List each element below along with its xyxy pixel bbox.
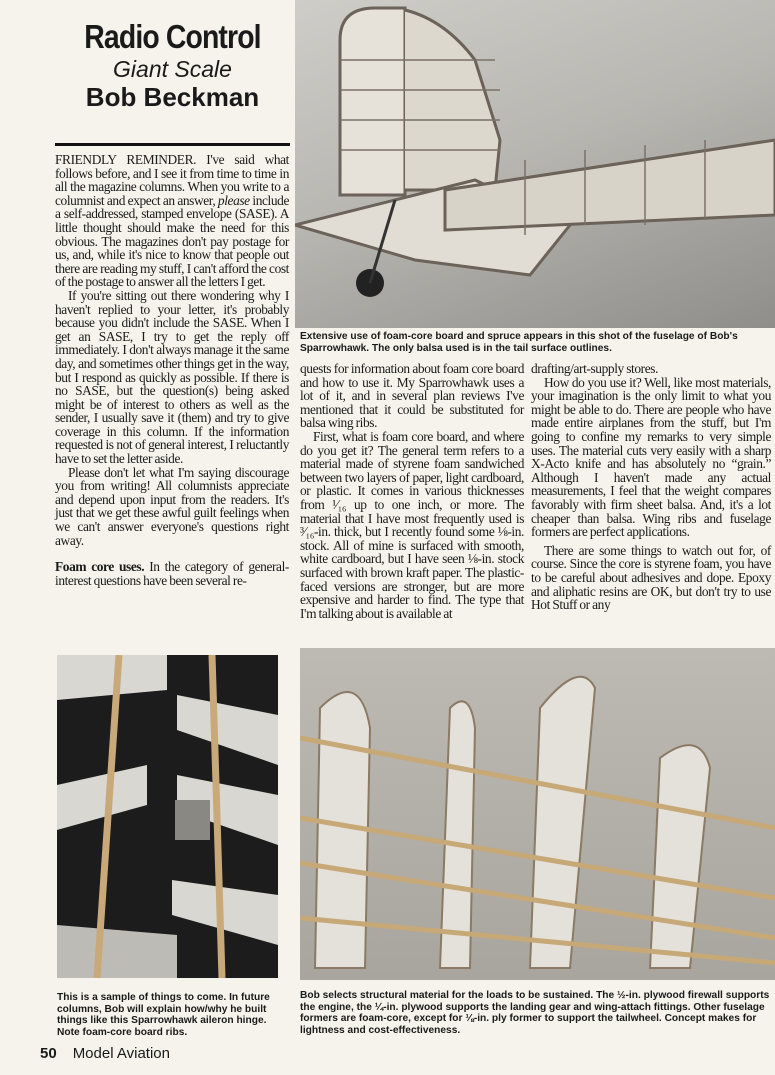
paragraph: There are some things to watch out for, of course. Since the core is styrene foam, you have to be careful about adhesives and dope. Epoxy and aliphatic resins are OK, but don't try to use Hot Stuff or any <box>531 542 771 613</box>
text: I've said what follows before, and I see it from time to time in all the magazine columns. When you write to a columnist and expect an answer, <box>55 152 290 208</box>
page-footer <box>40 1045 170 1062</box>
paragraph: drafting/art-supply stores. <box>531 361 659 376</box>
column-title: Radio Control <box>84 18 261 55</box>
aileron-hinge-photo <box>57 655 278 978</box>
page-number: 50 <box>40 1045 57 1062</box>
fuselage-illustration <box>295 0 775 328</box>
paragraph: quests for information about foam core board and how to use it. My Sparrowhawk uses a lot of it, and in several plan reviews I've mentioned that it could be substituted for balsa wing ribs. <box>300 361 524 431</box>
paragraph: Please don't let what I'm saying discourage you from writing! All columnists appreciate and depend upon input from the readers. It's just that we get these awful guilt feelings when we can't answer everyone's questions right away. <box>55 464 289 548</box>
top-photo-caption: Extensive use of foam-core board and spruce appears in this shot of the fuselage of Bob's Sparrowhawk. The only balsa used is in the tail surface outlines. <box>300 331 738 354</box>
paragraph: First, what is foam core board, and where do you get it? The general term refers to a material made of styrene foam sandwiched between two layers of paper, light cardboard, or plastic. It comes in various thicknesses from ¹⁄₁₆ up to one inch, or more. The material that I have most frequently used is ³⁄₁₆-in. thick, but I recently found some ⅛-in. stock. All of mine is surfaced with smooth, white cardboard, but I have seen ⅛-in. stock surfaced with brown kraft paper. The plastic-faced versions are stronger, but are more expensive and harder to find. The type that I'm talking about is available at <box>300 428 524 621</box>
subhead: Foam core uses. <box>55 559 145 575</box>
fuselage-formers-illustration <box>300 648 775 980</box>
fuselage-photo <box>295 0 775 328</box>
lead-in: FRIENDLY REMINDER. <box>55 152 197 167</box>
article-column-1 <box>55 153 289 587</box>
article-column-3 <box>531 362 771 612</box>
article-column-2 <box>300 362 524 620</box>
paragraph: How do you use it? Well, like most materials, your imagination is the only limit to what you might be able to do. There are people who have made entire airplanes from the stuff, but I'm going to confine my remarks to very simple uses. The material cuts very easily with a sharp X-Acto knife and has absolutely no “grain.” Although I haven't made any actual measurements, I feel that the weight compares favorably with firm sheet balsa. And, it's a lot cheaper than balsa. Wing ribs and fuselage formers are perfect applications. <box>531 374 771 540</box>
bottom-right-caption: Bob selects structural material for the loads to be sustained. The ½-in. plywood firewall supports the engine, the ¼-in. plywood supports the landing gear and wing-attach fittings. Other fuselage formers are foam-core, except for ⅛-in. ply former to support the tailwheel. Concept makes for lightness and cost-effectiveness. <box>300 990 770 1036</box>
author-name: Bob Beckman <box>85 82 260 112</box>
paragraph: If you're sitting out there wondering why I haven't replied to your letter, it's probably because you didn't include the SASE. When I get an SASE, I try to get the reply off immediately. I don't always manage it the same day, and sometimes other things get in the way, but I respond as quickly as possible. If there is no SASE, but the question(s) being asked might be of interest to others as well as the sender, I usually save it (them) and try to give coverage in this column. If the information requested is not of general interest, I reluctantly have to set the letter aside. <box>55 287 289 467</box>
column-header <box>55 18 290 112</box>
text: include a self-addressed, stamped envelope (SASE). A little thought should make the need for this obvious. The magazines don't pay postage for us, and, while it's nice to know that people out there are reading my stuff, I can't afford the cost of the postage to answer all the letters I get. <box>55 192 289 290</box>
column-subtitle: Giant Scale <box>113 56 232 82</box>
emphasis: please <box>217 192 250 208</box>
bottom-left-caption: This is a sample of things to come. In future columns, Bob will explain how/why he built things like this Sparrowhawk aileron hinge. Note foam-core board ribs. <box>57 992 270 1038</box>
text: In the category of general-interest questions have been several re- <box>55 559 289 588</box>
aileron-hinge-illustration <box>57 655 278 978</box>
header-rule <box>55 143 290 146</box>
magazine-name: Model Aviation <box>72 1045 170 1062</box>
fuselage-formers-photo <box>300 648 775 980</box>
